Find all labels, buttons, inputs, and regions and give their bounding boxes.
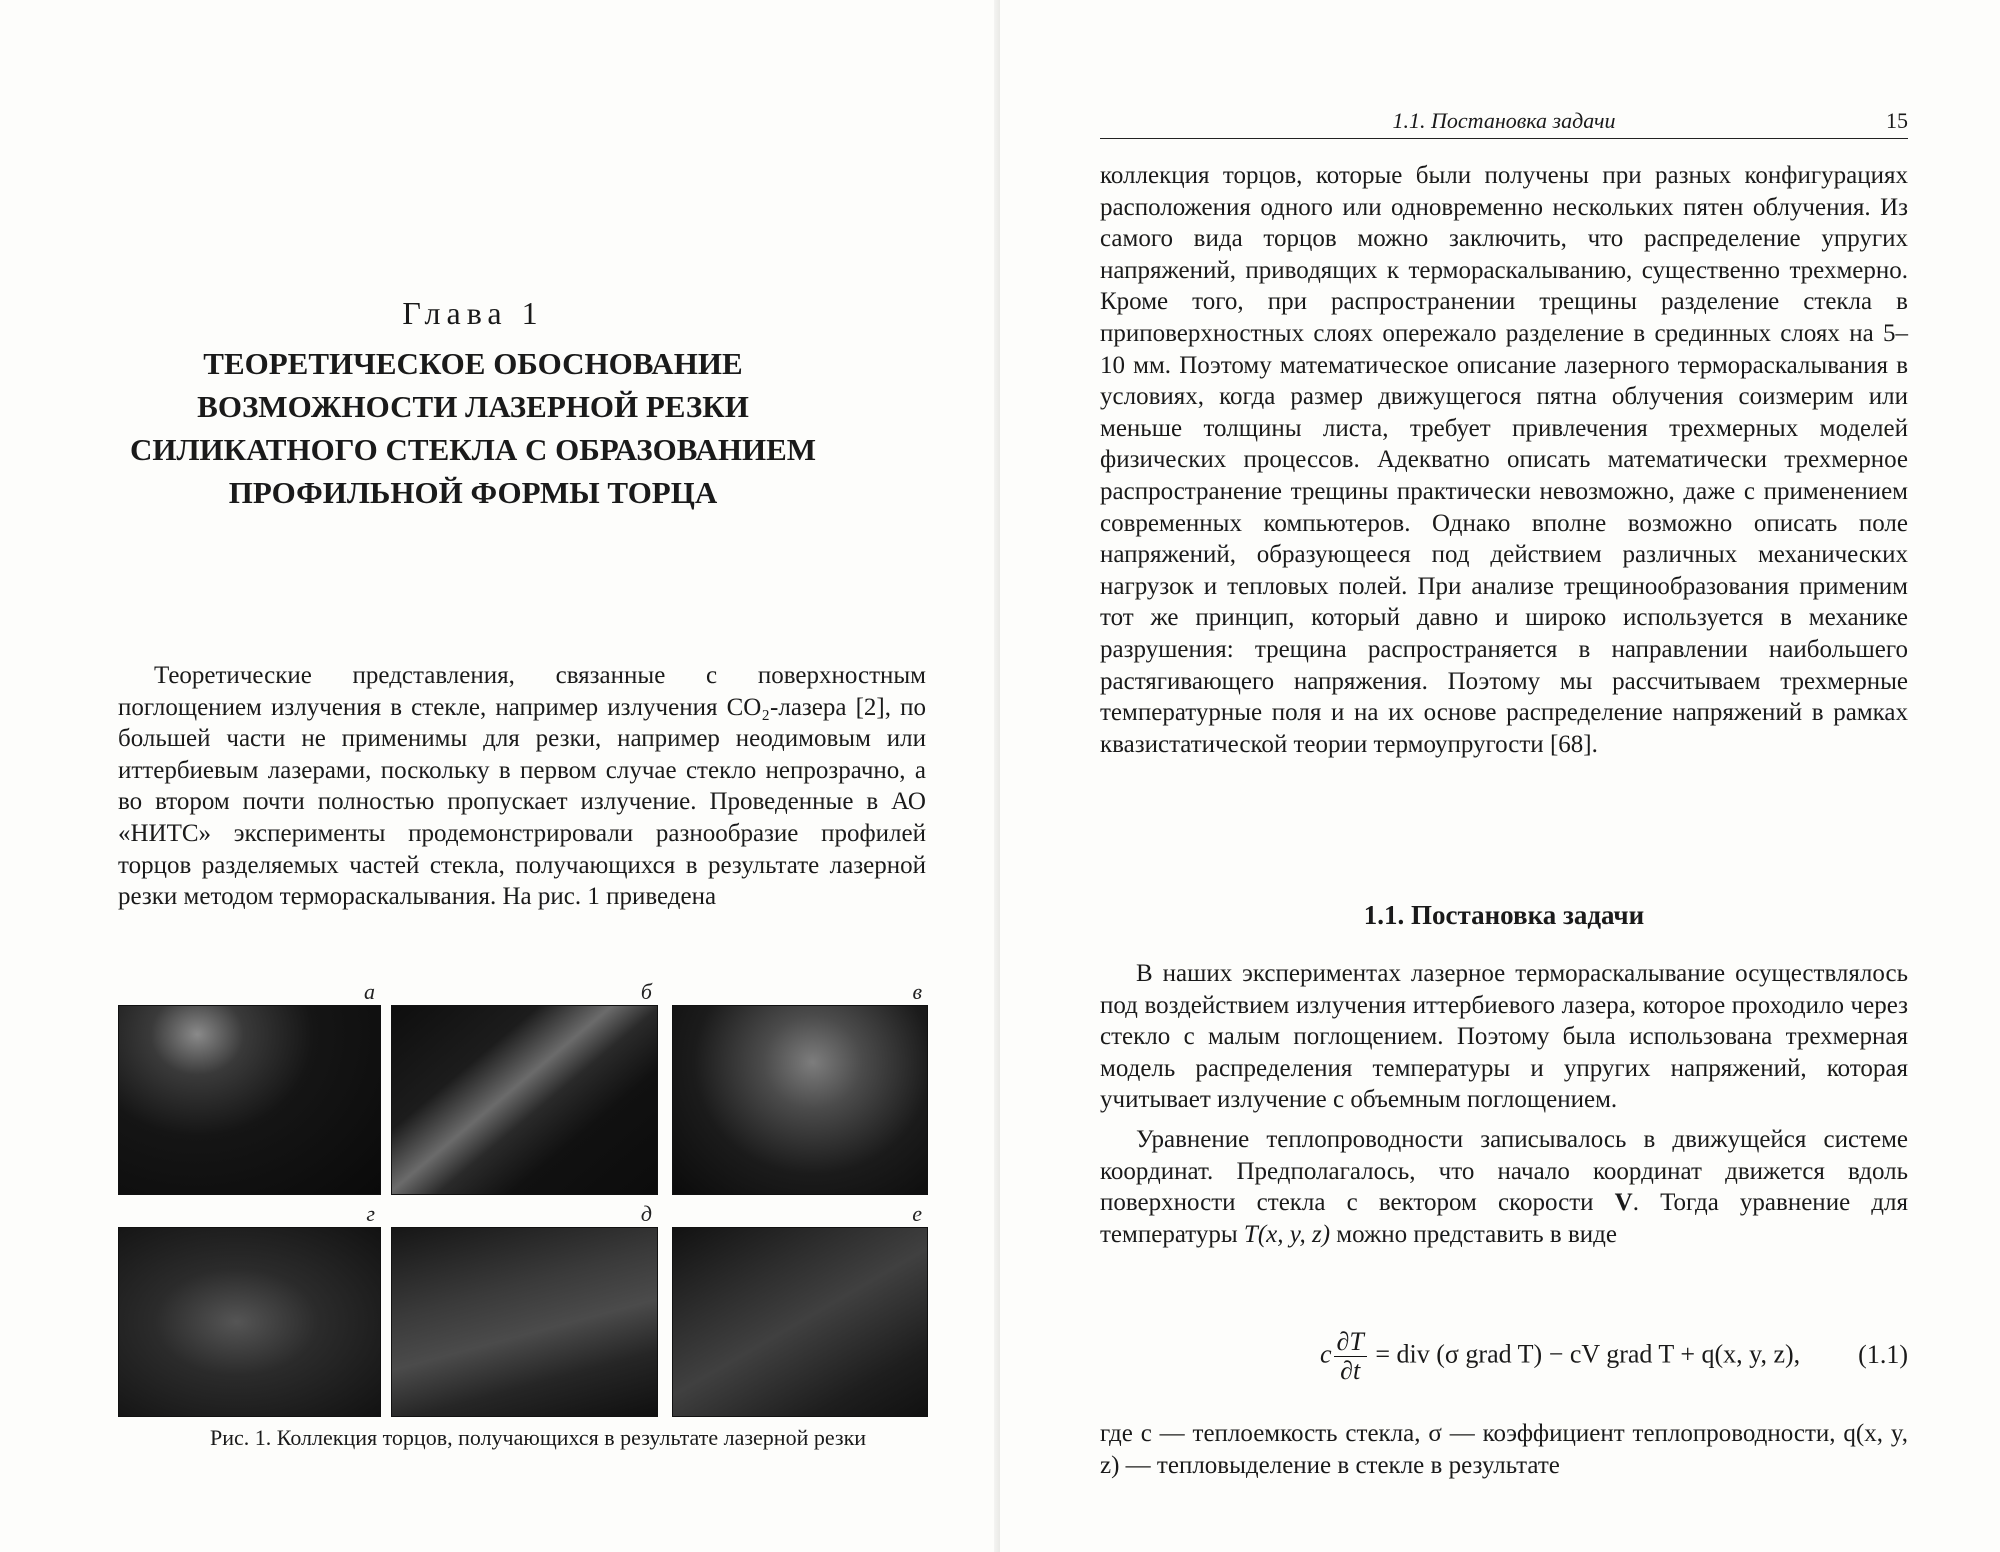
post-equation-paragraph: где c — теплоемкость стекла, σ — коэффициент теплопроводности, q(x, y, z) — тепловыделение в стекле в результате (1100, 1420, 1908, 1479)
equation-fraction (1334, 1328, 1367, 1385)
section-paragraph-1: В наших экспериментах лазерное термораскалывание осуществлялось под воздействием излучения иттербиевого лазера, которое проходило через стекло с малым поглощением. Поэтому была использована трехмерная модель распределения температуры и упругих напряжений, которая учитывает излучение с объемным поглощением. (1100, 960, 1908, 1114)
photo-d (391, 1227, 658, 1417)
panel-letter: а (364, 979, 375, 1004)
figure-panel-b (391, 979, 658, 1185)
figure-panel-a (118, 979, 381, 1185)
left-body-text (118, 660, 926, 913)
running-title: 1.1. Постановка задачи (1392, 108, 1616, 133)
temperature-function: T(x, y, z) (1243, 1220, 1331, 1248)
photo-g (118, 1227, 381, 1417)
equation-rhs: = div (σ grad T) − cV grad T + q(x, y, z), (1375, 1339, 1801, 1369)
chapter-title: ТЕОРЕТИЧЕСКОЕ ОБОСНОВАНИЕ ВОЗМОЖНОСТИ ЛАЗЕРНОЙ РЕЗКИ СИЛИКАТНОГО СТЕКЛА С ОБРАЗОВАНИЕМ ПРОФИЛЬНОЙ ФОРМЫ ТОРЦА (129, 346, 817, 510)
figure-panel-g (118, 1201, 381, 1407)
figure-panel-e (672, 1201, 928, 1407)
continued-text (1100, 160, 1908, 760)
figure-panel-d (391, 1201, 658, 1407)
equation-lhs-coef: c (1320, 1339, 1332, 1369)
body-paragraph: Теоретические представления, связанные с поверхностным поглощением излучения в стекле, например излучения CO₂-лазера [2], по большей части не применимы для резки, например неодимовым или иттербиевым лазерами, поскольку в первом случае стекло непрозрачно, а во втором почти полностью пропускает излучение. Проведенные в АО «НИТС» эксперименты продемонстрировали разнообразие профилей торцов разделяемых частей стекла, получающихся в результате лазерной резки методом термораскалывания. На рис. 1 приведена (118, 662, 926, 911)
continued-paragraph: коллекция торцов, которые были получены при разных конфигурациях расположения одного или одновременно нескольких пятен облучения. Из самого вида торцов можно заключить, что распределение упругих напряжений, приводящих к термораскалыванию, существенно трехмерно. Кроме того, при распространении трещины разделение стекла в приповерхностных слоях опережало разделение в срединных слоях на 5–10 мм. Поэтому математическое описание лазерного термораскалывания в условиях, когда размер движущегося пятна облучения соизмерим или меньше толщины листа, требует привлечения трехмерных моделей физических процессов. Адекватно описать математически трехмерное распространение трещины практически невозможно, даже с применением современных компьютеров. Однако вполне возможно описать поле напряжений, образующееся под действием различных механических нагрузок и тепловых полей. При анализе трещинообразования применим тот же принцип, который давно и широко используется в механике разрушения: трещина распространяется в направлении наибольшего растягивающего напряжения. Поэтому мы рассчитываем трехмерные температурные поля и на их основе распределение напряжений в рамках квазистатической теории термоупругости [68]. (1100, 162, 1908, 758)
equation-number: (1.1) (1858, 1340, 1908, 1369)
fraction-denominator: ∂t (1340, 1356, 1361, 1385)
right-page (1000, 0, 2000, 1552)
section-heading: 1.1. Постановка задачи (1363, 900, 1645, 930)
figure-panel-c (672, 979, 928, 1185)
figure-1 (118, 979, 928, 1455)
panel-letter: е (912, 1201, 922, 1226)
equation-body (1320, 1328, 1800, 1385)
panel-letter: б (640, 979, 652, 1004)
equation-1-1 (1100, 1322, 1908, 1392)
chapter-label: Глава 1 (402, 295, 544, 331)
photo-a (118, 1005, 381, 1195)
panel-letter: в (912, 979, 922, 1004)
running-header (1100, 108, 1908, 139)
photo-b (391, 1005, 658, 1195)
paragraph-2-mid: . Тогда уравнение для температуры (1100, 1189, 1908, 1248)
page-number: 15 (1886, 108, 1908, 133)
post-equation-text (1100, 1418, 1908, 1481)
photo-c (672, 1005, 928, 1195)
chapter-heading (118, 295, 828, 514)
fraction-numerator: ∂T (1334, 1328, 1367, 1357)
paragraph-2-end: можно представить в виде (1330, 1220, 1617, 1248)
velocity-vector: V (1614, 1189, 1633, 1217)
section-paragraph-2 (1100, 1124, 1908, 1250)
paragraph-2-start: Уравнение теплопроводности записывалось в движущейся системе координат. Предполагалось, что начало координат движется вдоль поверхности стекла с вектором скорости (1100, 1125, 1908, 1217)
section-text (1100, 958, 1908, 1250)
photo-e (672, 1227, 928, 1417)
panel-letter: г (366, 1201, 375, 1226)
figure-caption: Рис. 1. Коллекция торцов, получающихся в результате лазерной резки (209, 1425, 867, 1450)
panel-letter: д (640, 1201, 652, 1226)
